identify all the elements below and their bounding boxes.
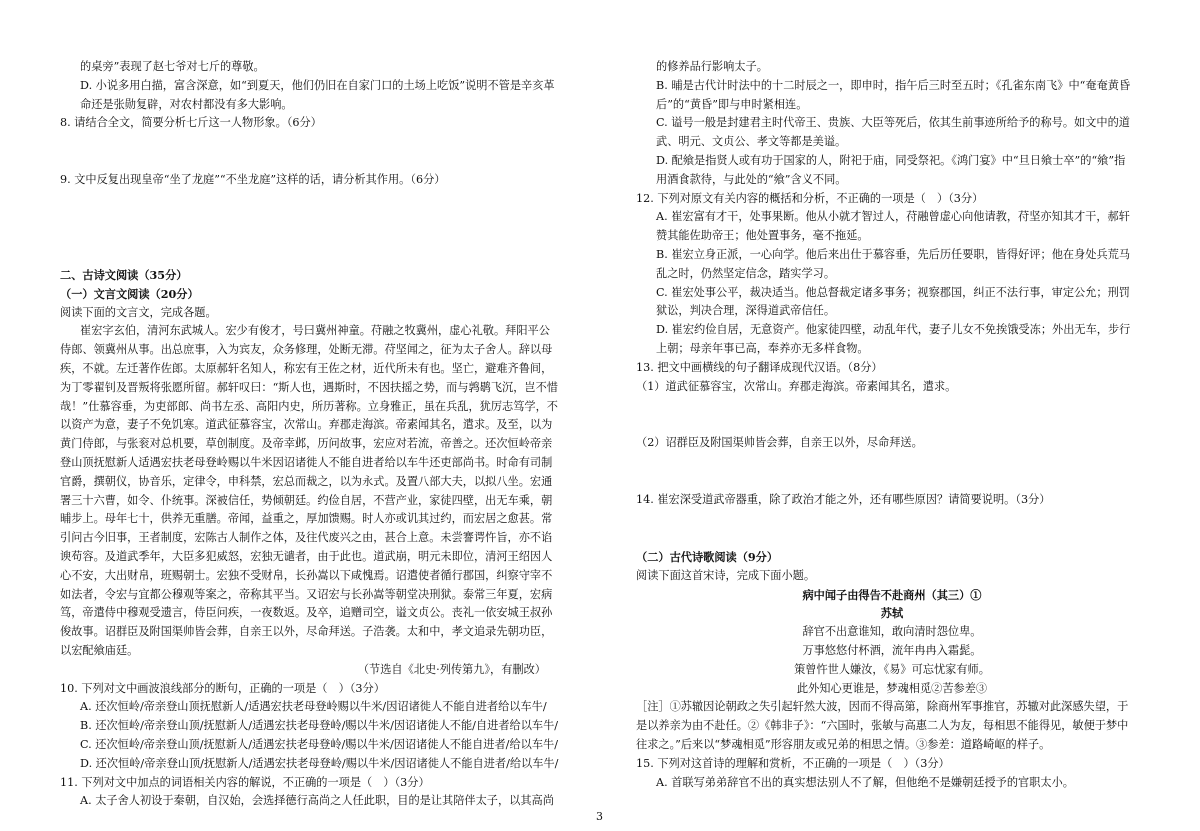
option-a: A. 首联写弟弟辞官不出的真实想法别人不了解，但他绝不是嫌朝廷授予的官职太小。 bbox=[656, 775, 1074, 789]
passage-line: 如法者，令宏与宜都公穆观等案之，帝称其平当。又诏宏与长孙嵩等朝堂决刑狱。泰常三年夏，宏病 bbox=[60, 587, 553, 601]
passage-line: 侍郎、领冀州从事。出总庶事，入为宾友，众务修理，处断无滞。苻坚闻之，征为太子舍人。辞以母 bbox=[60, 343, 553, 357]
option-d: D. 配飨是指贤人或有功于国家的人，附祀于庙，同受祭祀。《鸿门宴》中“旦日飨士卒”的“飨”指 bbox=[656, 153, 1126, 167]
passage-line: 官爵，撰朝仪，协音乐，定律令，申科禁，宏总而裁之，以为永式。及置八部大夫，以拟八坐。宏通 bbox=[60, 474, 553, 488]
option-line: 后”的“黄昏”即与申时紧相连。 bbox=[656, 97, 808, 111]
instruction: 阅读下面这首宋诗，完成下面小题。 bbox=[636, 568, 816, 582]
question-13-part-2: （2）诏群臣及附国渠帅皆会葬，自亲王以外，尽命拜送。 bbox=[636, 436, 923, 450]
passage-line: 谀苟容。及道武季年，大臣多犯威怒，宏独无谴者，由于此也。道武崩，明元未即位，清河王绍因人 bbox=[60, 549, 553, 563]
right-column bbox=[636, 58, 1148, 792]
option-a: A. 崔宏富有才干，处事果断。他从小就才智过人，苻融曾虚心向他请教，苻坚亦知其才干，郝轩 bbox=[656, 210, 1130, 224]
option-line: 武、明元、文贞公、孝文等都是美谥。 bbox=[656, 135, 847, 149]
passage-line: 晡步上。母年七十，供养无重膳。帝闻，益重之，厚加馈赐。时人亦或讥其过约，而宏居之愈甚。常 bbox=[60, 512, 553, 526]
passage-line: 黄门侍郎，与张衮对总机要，草创制度。及帝幸邺，历问故事，宏应对若流，帝善之。还次恒岭帝亲 bbox=[60, 437, 553, 451]
option-d: D. 还次恒岭/帝亲登山顶/抚慰新人/适遇宏扶老母登岭/赐以牛米/因诏诸徙人不能自进者/给以车牛/ bbox=[80, 756, 559, 770]
passage-line: 引问古今旧事，王者制度，宏陈古人制作之体，及往代废兴之由，甚合上意。未尝謇谔忤旨，亦不谄 bbox=[60, 531, 553, 545]
option-b: B. 崔宏立身正派，一心向学。他后来出仕于慕容垂，先后历任要职，皆得好评；他在身处兵荒马 bbox=[656, 247, 1131, 261]
option-c: C. 谥号一般是封建君主时代帝王、贵族、大臣等死后，依其生前事迹所给予的称号。如文中的道 bbox=[656, 116, 1130, 130]
subsection-heading: （二）古代诗歌阅读（9分） bbox=[636, 549, 779, 564]
poem-line: 万事悠悠付杯酒，流年冉冉入霜髭。 bbox=[802, 643, 982, 657]
option-a: A. 还次恒岭/帝亲登山顶抚慰新人/适遇宏扶老母登岭赐以牛米/因诏诸徙人不能自进者给以车牛/ bbox=[80, 700, 547, 714]
continuation-line: 的修养品行影响太子。 bbox=[656, 60, 768, 73]
passage-line: 以资产为意，妻子不免饥寒。道武征慕容宝，次常山。弃郡走海滨。帝素闻其名，遣求。及至，以为 bbox=[60, 418, 553, 432]
option-d: D. 崔宏约俭自居，无意资产。他家徒四壁，动乱年代，妻子儿女不免挨饿受冻；外出无车，步行 bbox=[656, 323, 1131, 337]
option-line: 赞其能佐助帝王；他处置事务，毫不拖延。 bbox=[656, 229, 869, 243]
passage-line: 为丁零翟钊及晋叛将张愿所留。郝轩叹曰：“斯人也，遇斯时，不因扶摇之势，而与鹑鹖飞沉，岂不惜 bbox=[60, 380, 558, 394]
question-11: 11. 下列对文中加点的词语相关内容的解说，不正确的一项是（ ）（3分） bbox=[60, 775, 430, 789]
poem-notes: ［注］①苏辙因论朝政之失引起轩然大波，因而不得高第，除商州军事推官，苏辙对此深感失望，于 bbox=[636, 700, 1129, 714]
intro-line: 的桌旁”表现了赵七爷对七斤的尊敬。 bbox=[80, 60, 265, 73]
passage-source: （节选自《北史·列传第九》，有删改） bbox=[357, 662, 546, 676]
option-b: B. 还次恒岭/帝亲登山顶/抚慰新人/适遇宏扶老母登岭/赐以牛米/因诏诸徙人不能/自进者给以车牛/ bbox=[80, 719, 559, 733]
poem-line: 辞官不出意谁知，敢向清时怨位卑。 bbox=[802, 625, 982, 639]
passage-line: 俊故事。诏群臣及附国渠帅皆会葬，自亲王以外，尽命拜送。子浩袭。太和中，孝文追录先朝功臣， bbox=[60, 625, 553, 639]
option-line: 乱之时，仍然坚定信念，踏实学习。 bbox=[656, 266, 836, 280]
question-13: 13. 把文中画横线的句子翻译成现代汉语。（8分） bbox=[636, 360, 883, 374]
left-column bbox=[60, 58, 580, 811]
passage-line: 心不安，大出财帛，班赐朝士。宏独不受财帛，长孙嵩以下咸愧焉。诏遣使者循行郡国，纠察守宰不 bbox=[60, 568, 553, 582]
instruction: 阅读下面的文言文，完成各题。 bbox=[60, 305, 217, 319]
poem-notes: 是以养亲为由不赴任。②《韩非子》：“六国时，张敏与高惠二人为友，每相思不能得见，敏便于梦中 bbox=[636, 719, 1129, 733]
option-line: 用酒食款待，与此处的“飨”含义不同。 bbox=[656, 172, 847, 186]
subsection-heading: （一）文言文阅读（20分） bbox=[60, 286, 199, 301]
passage-line: 署三十六曹，如令、仆统事。深被信任，势倾朝廷。约俭自居，不营产业，家徒四壁，出无车乘，朝 bbox=[60, 493, 553, 507]
passage-line: 崔宏字玄伯，清河东武城人。宏少有俊才，号曰冀州神童。苻融之牧冀州，虚心礼敬。拜阳平公 bbox=[80, 324, 550, 338]
option-b: B. 晡是古代计时法中的十二时辰之一，即申时，指午后三时至五时；《孔雀东南飞》中“奄奄黄昏 bbox=[656, 78, 1131, 92]
question-13-part-1: （1）道武征慕容宝，次常山。弃郡走海滨。帝素闻其名，遣求。 bbox=[636, 379, 957, 393]
poem-line: 策曾忤世人嫌汝，《易》可忘忧家有师。 bbox=[794, 662, 990, 676]
intro-line: 命还是张勋复辟，对农村都没有多大影响。 bbox=[80, 97, 293, 111]
passage-line: 笃，帝遣侍中穆观受遗言，侍臣问疾，一夜数返。及卒，追赠司空，谥文贞公。丧礼一依安城王叔孙 bbox=[60, 606, 553, 620]
passage-line: 登山顶抚慰新人适遇宏扶老母登岭赐以牛米因诏诸徙人不能自进者给以车牛还吏部尚书。时命有司制 bbox=[60, 455, 553, 469]
option-line: 上朝；母亲年事已高，奉养亦无多样食物。 bbox=[656, 341, 869, 355]
poem-line: 此外知心更谁是，梦魂相觅②苦参差③ bbox=[796, 681, 988, 695]
classical-passage bbox=[60, 322, 580, 660]
poem-notes: 往求之。”后来以“梦魂相觅”形容朋友或兄弟的相思之情。③参差：道路崎岖的样子。 bbox=[636, 737, 1051, 751]
question-9: 9. 文中反复出现皇帝“坐了龙庭”“不坐龙庭”这样的话，请分析其作用。（6分） bbox=[60, 173, 446, 187]
poem-author: 苏轼 bbox=[880, 606, 904, 621]
option-c: C. 还次恒岭/帝亲登山顶/抚慰新人/适遇宏扶老母登岭/赐以牛米/因诏诸徙人不能自进者/给以车牛/ bbox=[80, 737, 558, 751]
section-heading: 二、古诗文阅读（35分） bbox=[60, 267, 188, 282]
intro-line: D. 小说多用白描，富含深意，如“到夏天，他们仍旧在自家门口的土场上吃饭”说明不管是辛亥革 bbox=[80, 78, 555, 92]
question-12: 12. 下列对原文有关内容的概括和分析，不正确的一项是（ ）（3分） bbox=[636, 191, 984, 205]
passage-line: 疾，不就。左迁著作佐郎。太原郝轩名知人，称宏有王佐之材，近代所未有也。坚亡，避难齐鲁间， bbox=[60, 361, 553, 375]
question-10: 10. 下列对文中画波浪线部分的断句，正确的一项是（ ）（3分） bbox=[60, 681, 385, 695]
option-c: C. 崔宏处事公平，裁决适当。他总督裁定诸多事务；视察郡国，纠正不法行事，审定公允；刑罚 bbox=[656, 285, 1130, 299]
question-8: 8. 请结合全文，简要分析七斤这一人物形象。（6分） bbox=[60, 116, 322, 130]
question-15: 15. 下列对这首诗的理解和赏析，不正确的一项是（ ）（3分） bbox=[636, 756, 950, 770]
question-14: 14. 崔宏深受道武帝器重，除了政治才能之外，还有哪些原因？请简要说明。（3分） bbox=[636, 493, 1051, 507]
poem-title: 病中闻子由得告不赴商州（其三）① bbox=[802, 587, 982, 602]
passage-line: 以宏配飨庙廷。 bbox=[60, 643, 139, 657]
option-line: 狱讼，判决合理，深得道武帝信任。 bbox=[656, 304, 836, 318]
option-a: A. 太子舍人初设于秦朝，自汉始，会选择德行高尚之人任此职，目的是让其陪伴太子，以其高尚 bbox=[80, 794, 554, 808]
page-number: 3 bbox=[596, 810, 603, 823]
passage-line: 哉！”仕慕容垂，为吏部郎、尚书左丞、高阳内史，所历著称。立身雅正，虽在兵乱，犹厉志笃学，不 bbox=[60, 399, 558, 413]
